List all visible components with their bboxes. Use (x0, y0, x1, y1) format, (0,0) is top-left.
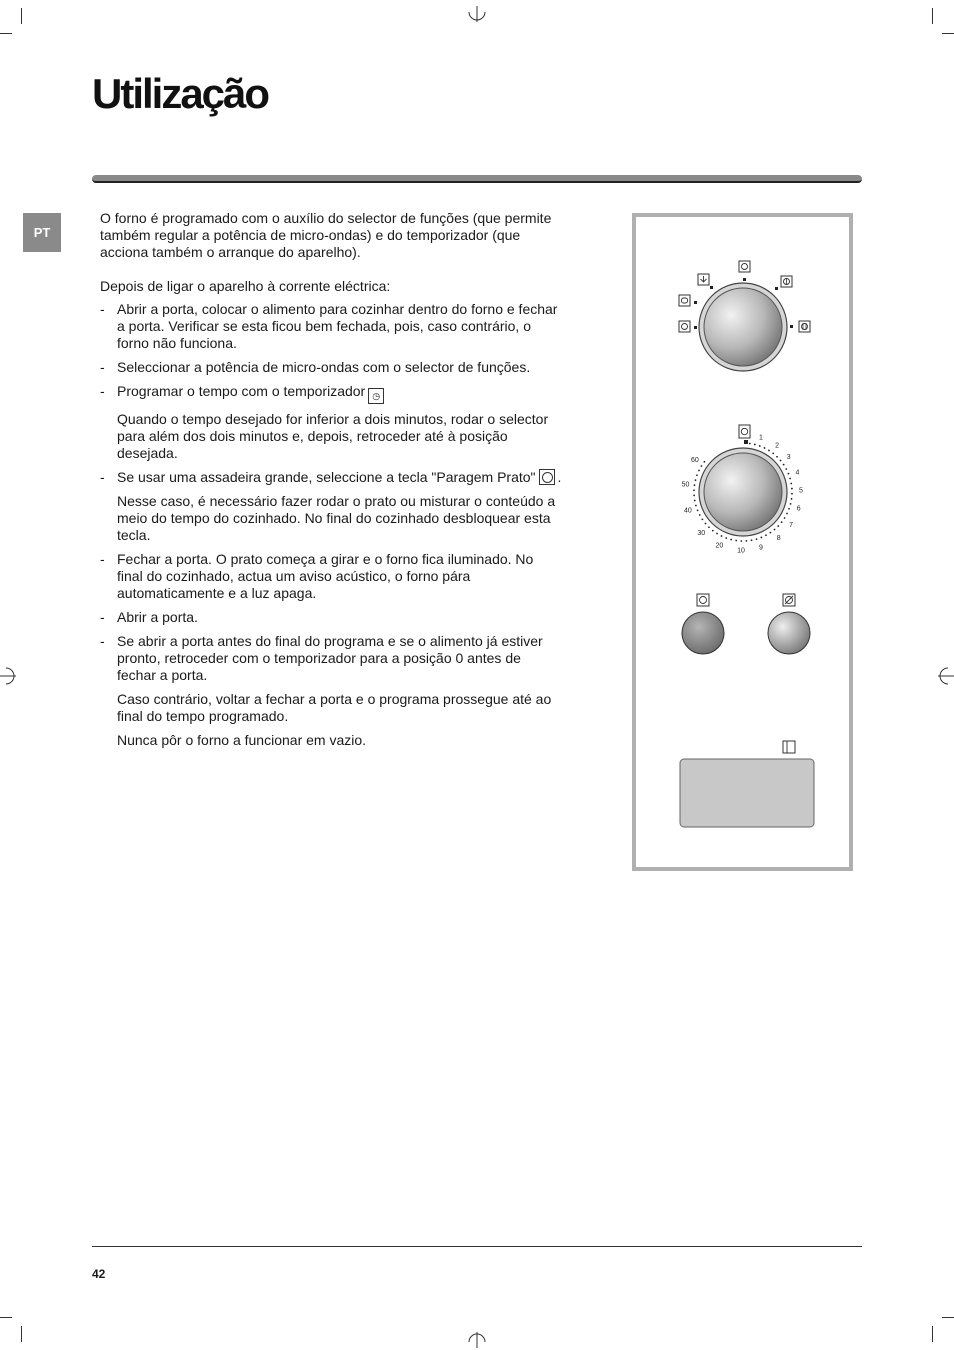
registration-mark (467, 6, 487, 26)
control-panel-illustration (632, 213, 853, 871)
timer-scale-label: 60 (691, 457, 699, 465)
timer-dot (696, 474, 698, 476)
timer-dot (790, 503, 792, 505)
footer-divider (92, 1246, 862, 1247)
medium-low-power-icon (679, 321, 690, 332)
timer-scale-label: 4 (795, 469, 800, 477)
timer-dot (783, 464, 785, 466)
timer-dot (788, 508, 790, 510)
timer-dot (788, 473, 790, 475)
step-note: Nesse caso, é necessário fazer rodar o prato ou misturar o conteúdo a meio do tempo do cozinhado. No final do cozinhado desbloquear esta tecla. (117, 493, 556, 543)
timer-dot (791, 488, 793, 490)
crop-mark (942, 33, 954, 34)
timer-dot (697, 509, 699, 511)
timer-scale-label: 1 (758, 434, 763, 442)
language-tab: PT (23, 213, 61, 252)
timer-dot (699, 514, 701, 516)
timer-dot (695, 479, 697, 481)
timer-dot (695, 505, 697, 507)
timer-dot (791, 493, 793, 495)
timer-dot (746, 540, 748, 542)
door-icon (783, 741, 795, 753)
high-power-icon (799, 321, 810, 332)
timer-dot (786, 513, 788, 515)
timer-dot (785, 468, 787, 470)
step-item (100, 551, 562, 602)
intro-paragraph: O forno é programado com o auxílio do selector de funções (que permite também regular a potência de micro-ondas) e do temporizador (que acciona também o arranque do aparelho). (100, 210, 552, 260)
position-dot (694, 326, 697, 329)
timer-dot (754, 444, 756, 446)
instructions-text (100, 210, 562, 756)
timer-dot (701, 519, 703, 521)
step-text: Abrir a porta. (117, 609, 198, 625)
timer-icon (739, 425, 750, 438)
position-dot (743, 278, 746, 281)
timer-dot (776, 456, 778, 458)
timer-scale-label: 5 (799, 487, 803, 495)
timer-dot (716, 533, 718, 535)
timer-dot (789, 478, 791, 480)
timer-dot (756, 538, 758, 540)
timer-dot (759, 445, 761, 447)
page-title: Utilização (92, 70, 269, 117)
steps-list (100, 301, 562, 749)
turntable-stop-button[interactable] (768, 612, 810, 654)
low-power-icon (739, 261, 750, 272)
timer-dot (694, 484, 696, 486)
timer-dot (701, 465, 703, 467)
timer-dot (790, 483, 792, 485)
timer-scale-label: 10 (737, 547, 745, 555)
step-item (100, 633, 562, 749)
step-note: Nunca pôr o forno a funcionar em vazio. (117, 732, 367, 748)
timer-dot (760, 537, 762, 539)
crop-mark (942, 1317, 954, 1318)
timer-icon: ◷ (368, 388, 384, 404)
turntable-stop-icon (783, 594, 795, 606)
turntable-stop-icon (539, 469, 555, 485)
position-dot (710, 286, 713, 289)
timer-scale-label: 8 (776, 535, 781, 543)
timer-zero-marker (744, 440, 748, 444)
step-note: Caso contrário, voltar a fechar a porta e o programa prossegue até ao final do tempo programado. (117, 691, 552, 724)
timer-dot (693, 489, 695, 491)
keep-warm-icon (679, 295, 690, 306)
timer-dot (774, 529, 776, 531)
timer-dot (698, 470, 700, 472)
step-text: Abrir a porta, colocar o alimento para cozinhar dentro do forno e fechar a porta. Verificar se esta ficou bem fechada, pois, caso contrário, o forno não funciona. (117, 301, 558, 351)
timer-dot (784, 517, 786, 519)
timer-dot (791, 498, 793, 500)
timer-dot (708, 526, 710, 528)
function-selector-knob[interactable] (699, 283, 787, 371)
defrost-icon (698, 274, 709, 285)
step-text: Se usar uma assadeira grande, seleccione a tecla "Paragem Prato" (117, 469, 536, 485)
step-text: - Se abrir a porta antes do final do programa e se o alimento já estiver pronto, retroceder com o temporizador para a posição 0 antes de fechar a porta. (117, 633, 543, 683)
timer-dot (694, 500, 696, 502)
crop-mark (0, 33, 12, 34)
registration-mark (467, 1328, 487, 1348)
step-item (100, 609, 562, 626)
registration-mark (938, 666, 954, 686)
timer-dot (749, 443, 751, 445)
crop-mark (21, 1326, 22, 1342)
timer-dot (780, 460, 782, 462)
position-dot (775, 287, 778, 290)
step-text: Programar o tempo com o temporizador (117, 383, 366, 399)
timer-dot (712, 530, 714, 532)
step-text-end: . (557, 469, 562, 485)
position-dot (694, 301, 697, 304)
timer-knob[interactable] (699, 448, 787, 536)
timer-scale-label: 20 (715, 542, 724, 550)
timer-dot (740, 540, 742, 542)
position-dot (790, 325, 793, 328)
registration-mark (0, 666, 16, 686)
timer-dot (777, 525, 779, 527)
timer-scale-label: 3 (786, 453, 791, 461)
step-text: Seleccionar a potência de micro-ondas com o selector de funções. (117, 359, 531, 375)
crop-mark (21, 8, 22, 24)
step-item (100, 383, 562, 462)
timer-scale-label: 2 (775, 442, 780, 450)
step-item (100, 469, 562, 544)
timer-dot (764, 447, 766, 449)
timer-dot (730, 539, 732, 541)
timer-dot (735, 540, 737, 542)
timer-dot (765, 534, 767, 536)
timer-dot (693, 495, 695, 497)
page-number: 42 (92, 1267, 106, 1281)
timer-dot (725, 537, 727, 539)
control-panel-svg (636, 217, 849, 867)
timer-dot (772, 452, 774, 454)
medium-power-icon (781, 276, 792, 287)
step-text: Fechar a porta. O prato começa a girar e o forno fica iluminado. No final do cozinhado, actua um aviso acústico, o forno pára automaticamente e a luz apaga. (117, 551, 534, 601)
crop-mark (932, 8, 933, 24)
timer-dot (770, 532, 772, 534)
title-divider (92, 175, 862, 183)
timer-scale-label: 7 (789, 521, 794, 529)
after-power-paragraph: Depois de ligar o aparelho à corrente eléctrica: (100, 278, 391, 294)
timer-dot (721, 535, 723, 537)
step-item (100, 301, 562, 352)
timer-dot (768, 450, 770, 452)
step-note: Quando o tempo desejado for inferior a dois minutos, rodar o selector para além dos dois minutos e, depois, retroceder até à posição desejada. (117, 411, 549, 461)
timer-scale-label: 9 (758, 544, 763, 552)
turntable-icon (697, 594, 709, 606)
timer-scale-label: 50 (681, 481, 690, 489)
timer-dot (751, 539, 753, 541)
timer-dot (703, 461, 705, 463)
timer-dot (781, 521, 783, 523)
step-item (100, 359, 562, 376)
crop-mark (0, 1317, 12, 1318)
display-window (680, 759, 814, 827)
timer-scale-label: 6 (796, 505, 801, 513)
turntable-button[interactable] (682, 612, 724, 654)
timer-dot (705, 523, 707, 525)
crop-mark (932, 1326, 933, 1342)
timer-scale-label: 30 (697, 529, 706, 537)
timer-scale-label: 40 (683, 507, 692, 515)
